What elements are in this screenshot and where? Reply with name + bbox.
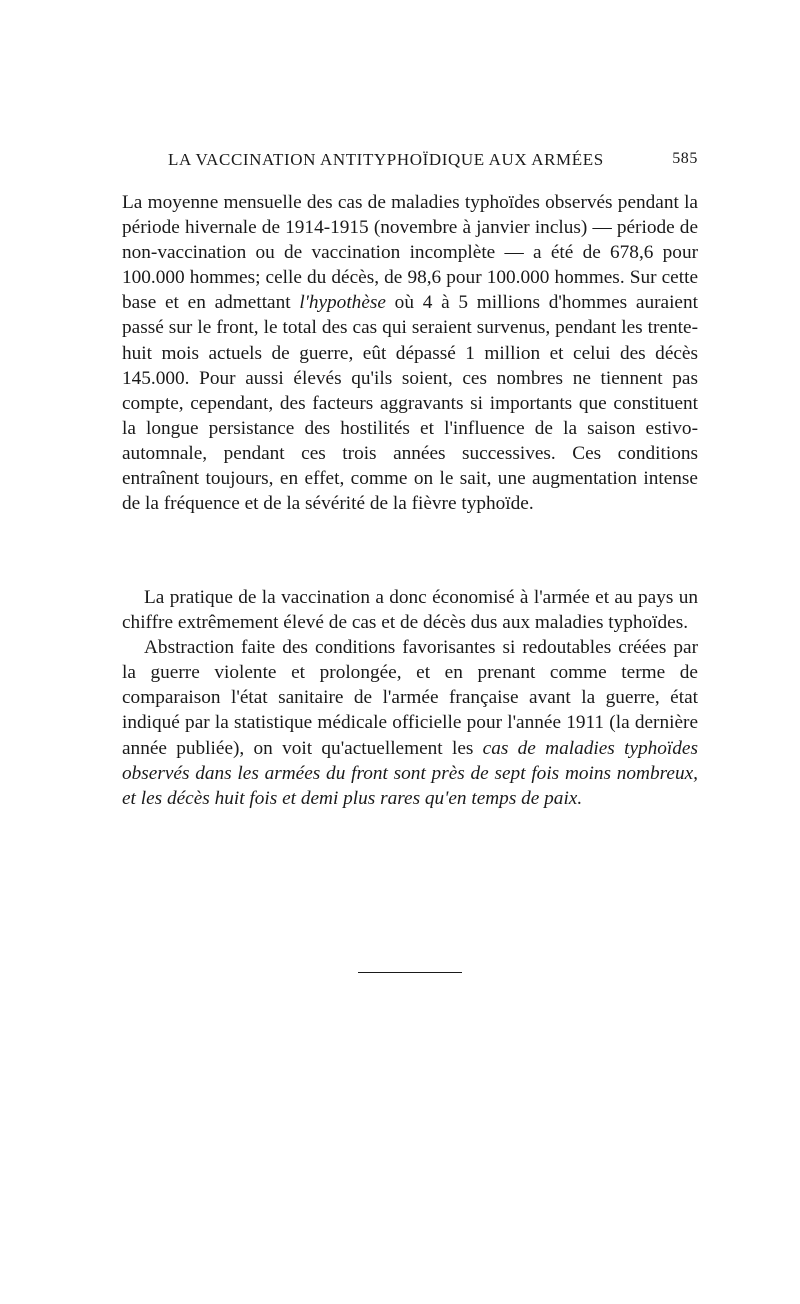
paragraphs-2-3 <box>122 585 698 811</box>
page-number: 585 <box>672 150 698 167</box>
paragraph-1-lead: La moyenne mensuelle des cas de maladies typhoïdes observés pendant la période hivernale de 1914-1915 (novembre à janvier inclus) — période de non-vaccination ou de vaccination incomplète — a été de 678,6 pour 100.000 hommes; celle du décès, de 98,6 pour 100.000 hommes. Sur cette base et en admettant <box>122 192 698 314</box>
running-header <box>168 150 698 174</box>
running-title: LA VACCINATION ANTITYPHOÏDIQUE AUX ARMÉES <box>168 150 604 169</box>
paragraph-3-lead: Abstraction faite des conditions favorisantes si redoutables créées par la guerre violente et prolongée, et en prenant comme terme de comparaison l'état sanitaire de l'armée française avant la guerre, état indiqué par la statistique médicale officielle pour l'année 1911 (la dernière année publiée), on voit qu'actuellement les <box>122 637 698 759</box>
paragraph-1 <box>122 190 698 516</box>
paragraph-2: La pratique de la vaccination a donc économisé à l'armée et au pays un chiffre extrêmement élevé de cas et de décès dus aux maladies typhoïdes. <box>122 587 698 634</box>
paragraph-1-tail: où 4 à 5 millions d'hommes auraient passé sur le front, le total des cas qui seraient survenus, pendant les trente-huit mois actuels de guerre, eût dépassé 1 million et celui des décès 145.000. Pour aussi élevés qu'ils soient, ces nombres ne tiennent pas compte, cependant, des facteurs aggravants si importants que constituent la longue persistance des hostilités et l'influence de la saison estivo-automnale, pendant ces trois années successives. Ces conditions entraînent toujours, en effet, comme on le sait, une augmentation intense de la fréquence et de la sévérité de la fièvre typhoïde. <box>122 292 698 515</box>
end-rule <box>358 972 462 973</box>
paragraph-3 <box>122 635 698 811</box>
paragraph-1-italic: l'hypothèse <box>299 292 386 314</box>
paragraph-3-italic: cas de maladies typhoïdes observés dans les armées du front sont près de sept fois moins nombreux, et les décès huit fois et demi plus rares qu'en temps de paix. <box>122 737 698 809</box>
paragraph-1-text <box>122 190 698 516</box>
